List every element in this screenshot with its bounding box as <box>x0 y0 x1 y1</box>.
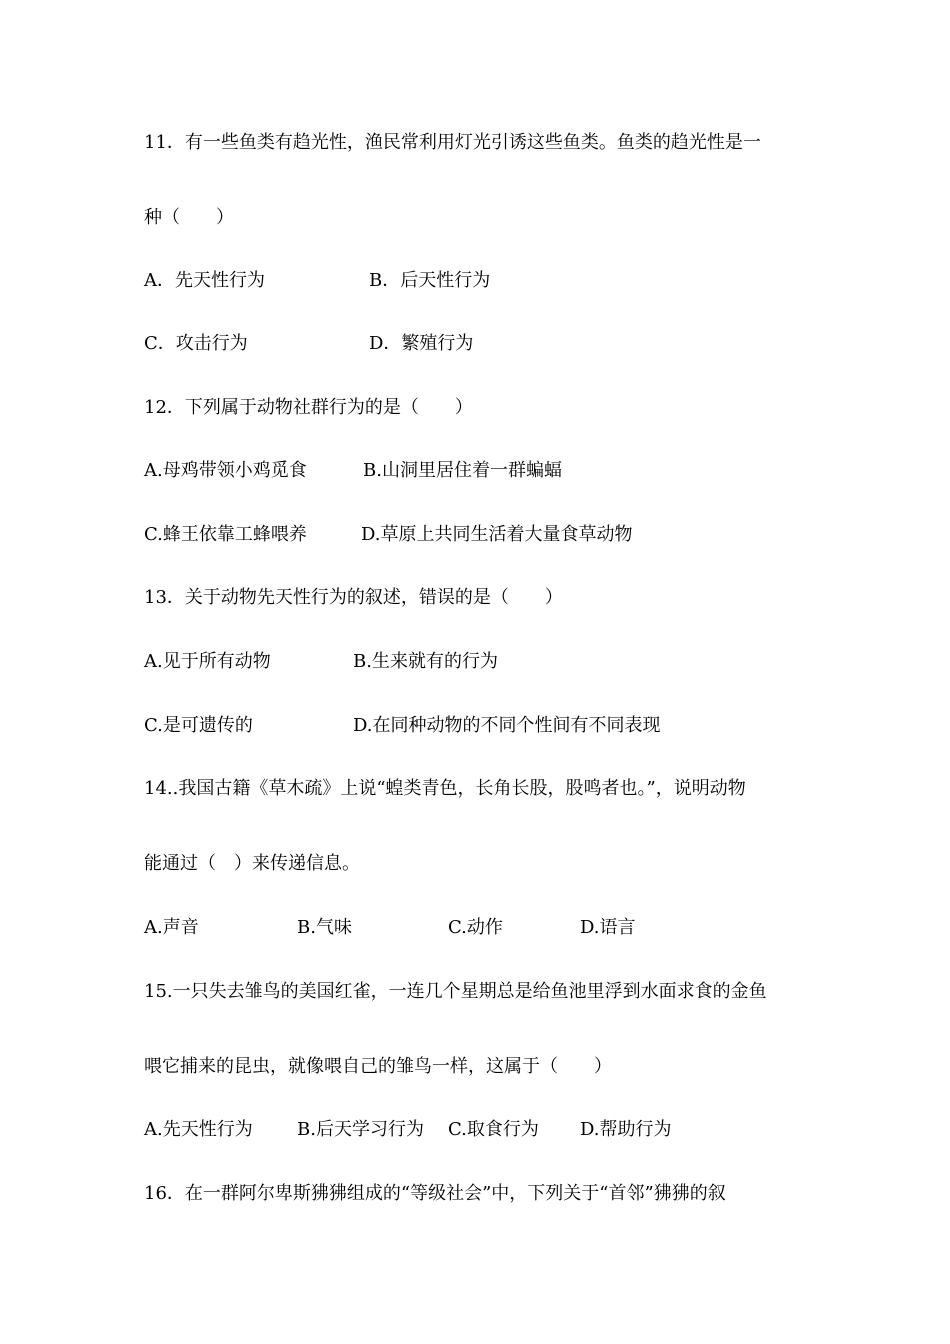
question-14-option-b: B.气味 <box>297 917 352 938</box>
question-15-option-d: D.帮助行为 <box>580 1119 672 1140</box>
question-13-option-c: C.是可遗传的 <box>144 715 253 736</box>
question-15-option-c: C.取食行为 <box>448 1119 539 1140</box>
question-12-option-d: D.草原上共同生活着大量食草动物 <box>361 524 633 545</box>
question-13-option-b: B.生来就有的行为 <box>353 651 498 672</box>
question-12-option-b: B.山洞里居住着一群蝙蝠 <box>363 460 562 481</box>
question-14-text-line-1: 14..我国古籍《草木疏》上说“蝗类青色，长角长股，股鸣者也。”，说明动物 <box>144 778 746 799</box>
question-11-option-a: A．先天性行为 <box>144 270 265 291</box>
question-11-text-line-2: 种（ ） <box>144 207 234 228</box>
question-12-text-line-1: 12．下列属于动物社群行为的是（ ） <box>144 397 473 418</box>
question-11-option-c: C．攻击行为 <box>144 333 248 354</box>
question-15-option-a: A.先天性行为 <box>144 1119 253 1140</box>
question-14-option-d: D.语言 <box>580 917 636 938</box>
question-14-option-c: C.动作 <box>448 917 503 938</box>
question-12-option-a: A.母鸡带领小鸡觅食 <box>144 460 307 481</box>
question-15-text-line-1: 15.一只失去雏鸟的美国红雀，一连几个星期总是给鱼池里浮到水面求食的金鱼 <box>144 981 767 1002</box>
question-11-option-d: D．繁殖行为 <box>369 333 474 354</box>
question-12-option-c: C.蜂王依靠工蜂喂养 <box>144 524 307 545</box>
question-13-option-d: D.在同种动物的不同个性间有不同表现 <box>353 715 661 736</box>
question-11-text-line-1: 11．有一些鱼类有趋光性，渔民常利用灯光引诱这些鱼类。鱼类的趋光性是一 <box>144 132 761 153</box>
question-15-option-b: B.后天学习行为 <box>297 1119 424 1140</box>
question-11-option-b: B．后天性行为 <box>369 270 491 291</box>
question-14-option-a: A.声音 <box>144 917 199 938</box>
question-16-text-line-1: 16．在一群阿尔卑斯狒狒组成的“等级社会”中，下列关于“首邻”狒狒的叙 <box>144 1183 726 1204</box>
question-13-option-a: A.见于所有动物 <box>144 651 271 672</box>
question-14-text-line-2: 能通过（ ）来传递信息。 <box>144 853 360 874</box>
question-15-text-line-2: 喂它捕来的昆虫，就像喂自己的雏鸟一样，这属于（ ） <box>144 1056 612 1077</box>
question-13-text-line-1: 13．关于动物先天性行为的叙述，错误的是（ ） <box>144 587 563 608</box>
